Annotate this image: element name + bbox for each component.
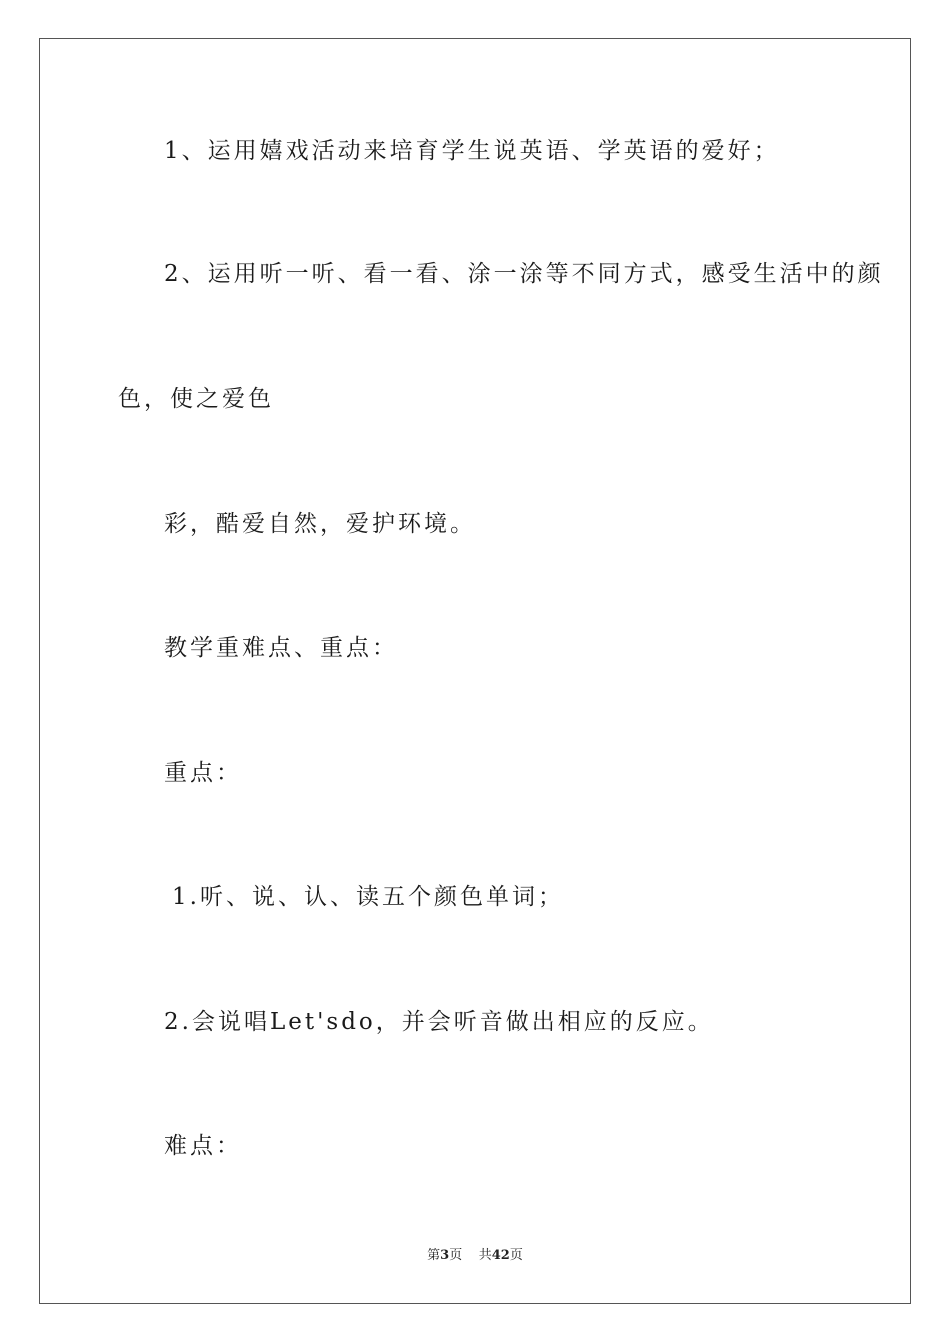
- paragraph-line-4: 彩，酷爱自然，爱护环境。: [164, 511, 476, 537]
- paragraph-line-1: 1、运用嬉戏活动来培育学生说英语、学英语的爱好；: [164, 138, 780, 164]
- section-heading-key-difficult-points: 教学重难点、重点：: [164, 635, 398, 661]
- subheading-difficult-points: 难点：: [164, 1133, 242, 1159]
- footer-page-prefix: 第: [427, 1248, 441, 1263]
- footer-total-pages: 42: [491, 1248, 510, 1263]
- footer-total-prefix: 共: [478, 1248, 492, 1263]
- subheading-key-points: 重点：: [164, 760, 242, 786]
- list-item-2: 2.会说唱Let'sdo，并会听音做出相应的反应。: [164, 1009, 714, 1035]
- footer-page-suffix: 页: [449, 1248, 463, 1263]
- page-footer: [0, 1247, 950, 1265]
- footer-page-number: 3: [440, 1248, 450, 1263]
- paragraph-line-3: 色，使之爱色: [118, 386, 274, 412]
- paragraph-line-2: 2、运用听一听、看一看、涂一涂等不同方式，感受生活中的颜: [164, 261, 884, 287]
- page-frame: [39, 38, 911, 1304]
- footer-total-suffix: 页: [509, 1248, 523, 1263]
- list-item-1: 1.听、说、认、读五个颜色单词；: [172, 884, 564, 910]
